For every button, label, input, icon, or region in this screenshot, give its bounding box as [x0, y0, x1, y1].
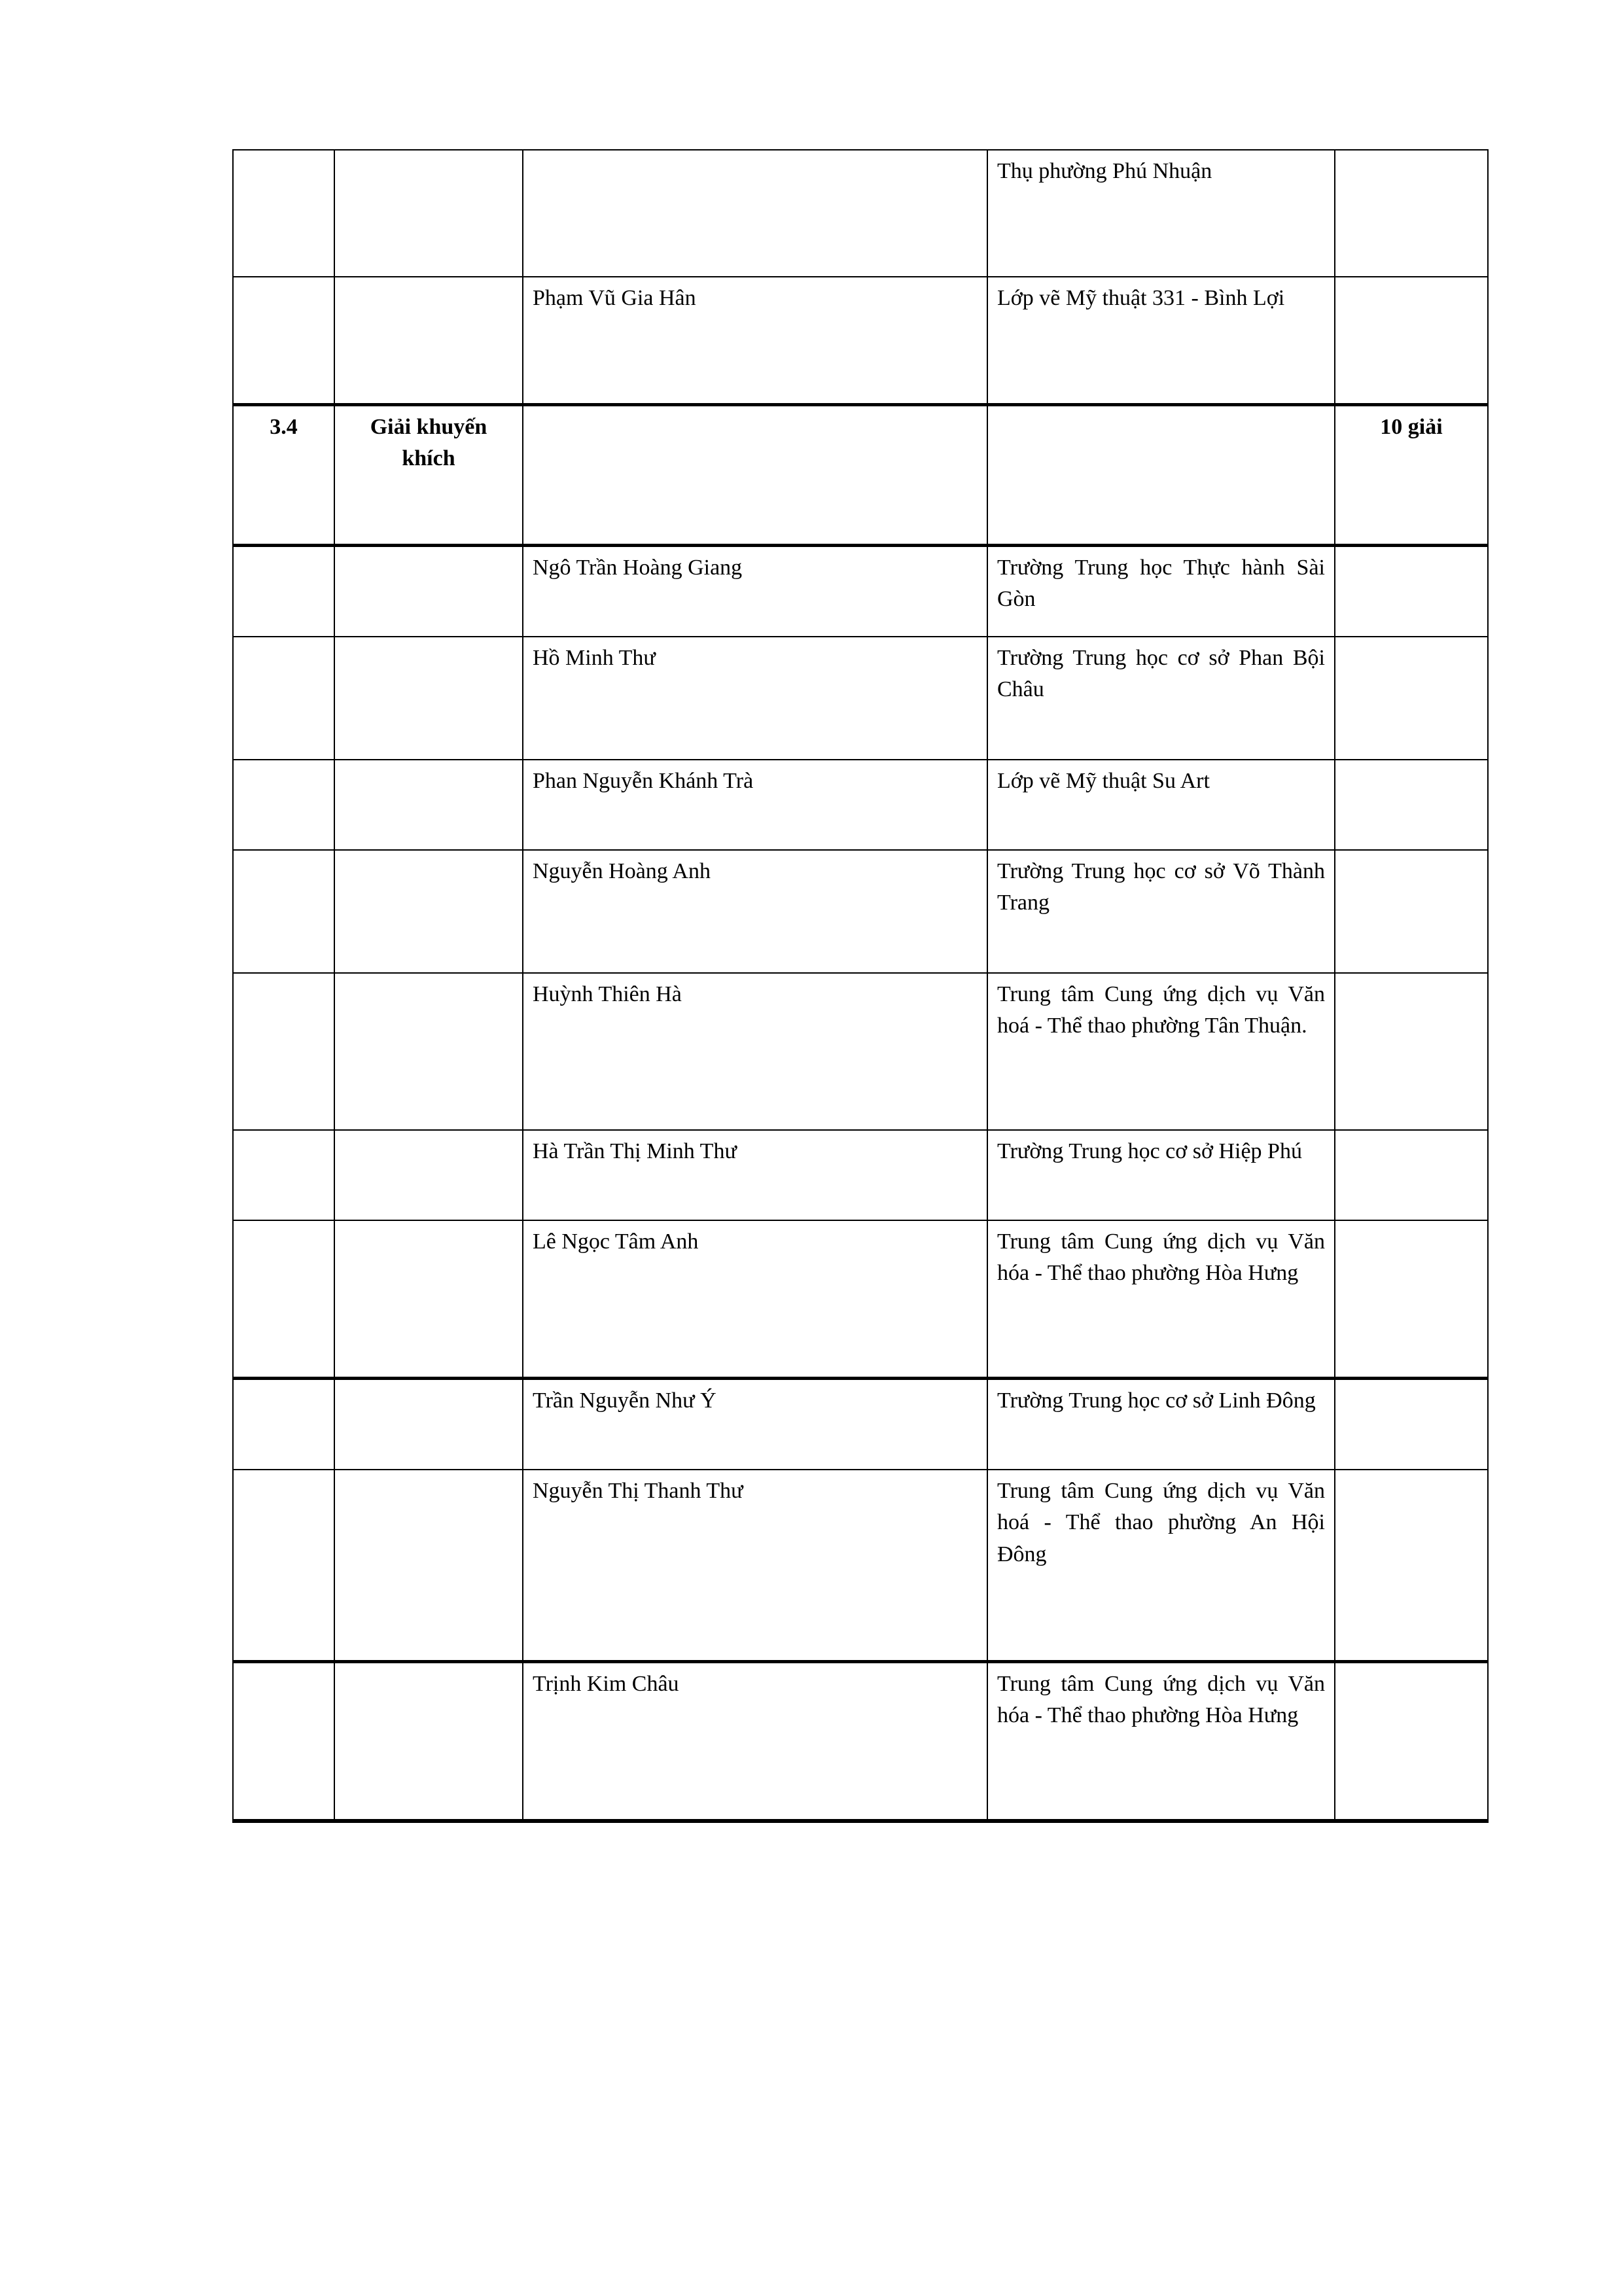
cell-organization: Trường Trung học cơ sở Võ Thành Trang	[987, 850, 1335, 973]
cell-person-name: Trần Nguyễn Như Ý	[523, 1379, 987, 1470]
cell-number	[233, 1130, 334, 1220]
cell-organization: Trường Trung học cơ sở Hiệp Phú	[987, 1130, 1335, 1220]
cell-number	[233, 850, 334, 973]
cell-person-name: Hà Trần Thị Minh Thư	[523, 1130, 987, 1220]
cell-prize	[334, 277, 523, 405]
cell-organization: Thụ phường Phú Nhuận	[987, 150, 1335, 277]
cell-count	[1335, 1379, 1488, 1470]
cell-person-name: Nguyễn Thị Thanh Thư	[523, 1470, 987, 1662]
table-row	[233, 1379, 1488, 1470]
award-results-table	[232, 149, 1489, 1823]
cell-prize: Giải khuyến khích	[334, 405, 523, 546]
cell-prize	[334, 1130, 523, 1220]
cell-person-name	[523, 150, 987, 277]
cell-person-name: Huỳnh Thiên Hà	[523, 973, 987, 1130]
cell-person-name: Nguyễn Hoàng Anh	[523, 850, 987, 973]
cell-organization: Trung tâm Cung ứng dịch vụ Văn hóa - Thể thao phường Hòa Hưng	[987, 1662, 1335, 1822]
table-row	[233, 150, 1488, 277]
cell-number	[233, 637, 334, 760]
cell-number: 3.4	[233, 405, 334, 546]
table-row	[233, 277, 1488, 405]
cell-count	[1335, 1220, 1488, 1379]
cell-prize	[334, 1662, 523, 1822]
cell-prize	[334, 1379, 523, 1470]
cell-number	[233, 1220, 334, 1379]
cell-person-name: Hồ Minh Thư	[523, 637, 987, 760]
cell-number	[233, 546, 334, 637]
cell-number	[233, 1379, 334, 1470]
table-row	[233, 760, 1488, 850]
cell-count	[1335, 1130, 1488, 1220]
cell-prize	[334, 150, 523, 277]
cell-organization: Lớp vẽ Mỹ thuật Su Art	[987, 760, 1335, 850]
table-body	[233, 150, 1488, 1821]
table-row	[233, 1662, 1488, 1822]
cell-prize	[334, 973, 523, 1130]
table-row	[233, 637, 1488, 760]
cell-organization: Trung tâm Cung ứng dịch vụ Văn hóa - Thể thao phường Hòa Hưng	[987, 1220, 1335, 1379]
table-row	[233, 1470, 1488, 1662]
cell-person-name: Phan Nguyễn Khánh Trà	[523, 760, 987, 850]
table-row	[233, 1130, 1488, 1220]
cell-person-name: Trịnh Kim Châu	[523, 1662, 987, 1822]
cell-count	[1335, 760, 1488, 850]
cell-person-name: Ngô Trần Hoàng Giang	[523, 546, 987, 637]
table-row-section-header	[233, 405, 1488, 546]
cell-organization: Lớp vẽ Mỹ thuật 331 - Bình Lợi	[987, 277, 1335, 405]
table-row	[233, 850, 1488, 973]
cell-person-name: Phạm Vũ Gia Hân	[523, 277, 987, 405]
cell-organization: Trường Trung học cơ sở Phan Bội Châu	[987, 637, 1335, 760]
cell-organization: Trường Trung học Thực hành Sài Gòn	[987, 546, 1335, 637]
cell-prize	[334, 637, 523, 760]
table-row	[233, 973, 1488, 1130]
table-row	[233, 546, 1488, 637]
cell-count	[1335, 277, 1488, 405]
cell-count	[1335, 973, 1488, 1130]
cell-number	[233, 973, 334, 1130]
cell-organization: Trường Trung học cơ sở Linh Đông	[987, 1379, 1335, 1470]
cell-prize	[334, 1220, 523, 1379]
cell-count	[1335, 1470, 1488, 1662]
cell-organization	[987, 405, 1335, 546]
cell-count	[1335, 1662, 1488, 1822]
cell-prize	[334, 1470, 523, 1662]
cell-count	[1335, 637, 1488, 760]
cell-count: 10 giải	[1335, 405, 1488, 546]
cell-organization: Trung tâm Cung ứng dịch vụ Văn hoá - Thể thao phường Tân Thuận.	[987, 973, 1335, 1130]
cell-count	[1335, 850, 1488, 973]
cell-number	[233, 150, 334, 277]
cell-prize	[334, 850, 523, 973]
cell-number	[233, 277, 334, 405]
cell-person-name: Lê Ngọc Tâm Anh	[523, 1220, 987, 1379]
cell-number	[233, 1470, 334, 1662]
table-row	[233, 1220, 1488, 1379]
cell-prize	[334, 760, 523, 850]
cell-person-name	[523, 405, 987, 546]
cell-number	[233, 1662, 334, 1822]
cell-count	[1335, 546, 1488, 637]
cell-number	[233, 760, 334, 850]
cell-count	[1335, 150, 1488, 277]
cell-prize	[334, 546, 523, 637]
cell-organization: Trung tâm Cung ứng dịch vụ Văn hoá - Thể thao phường An Hội Đông	[987, 1470, 1335, 1662]
